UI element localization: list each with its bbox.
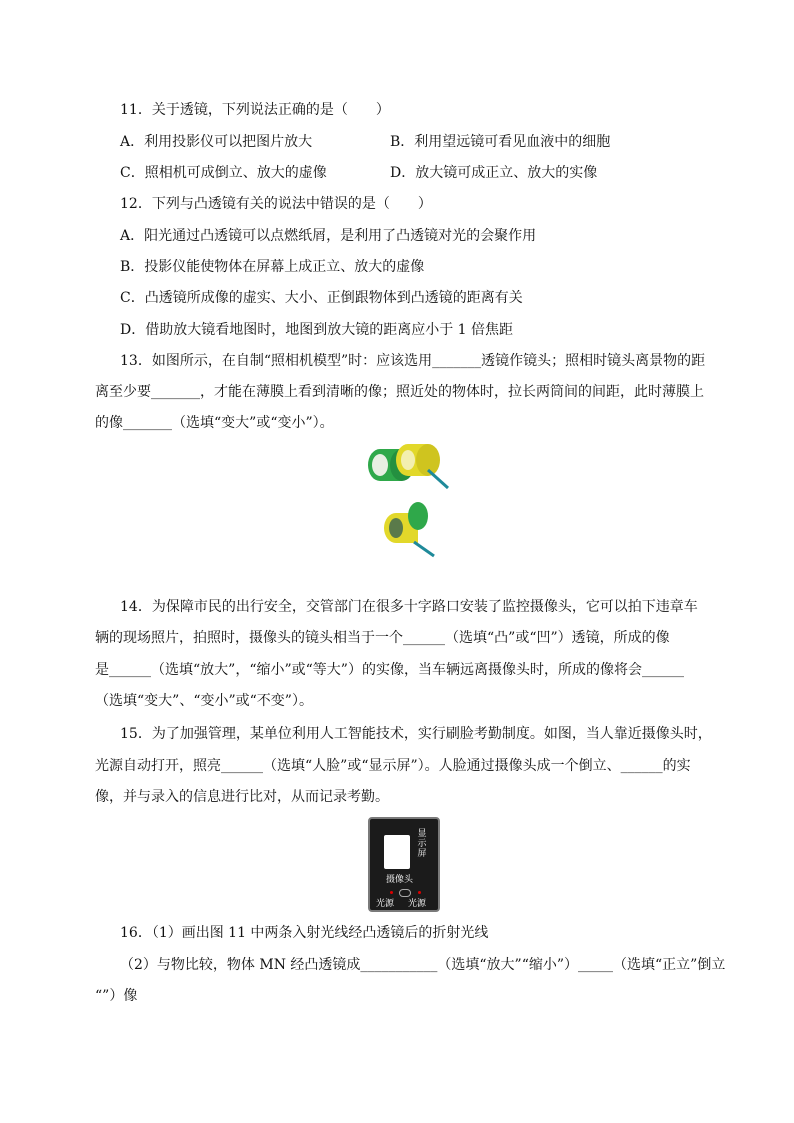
q16-line-2: （2）与物比较，物体 MN 经凸透镜成___________（选填“放大”“缩小”）_____（选填“正立”倒立 (120, 957, 726, 973)
camera-lens-icon (399, 889, 411, 897)
q14-line-1: 14．为保障市民的出行安全，交管部门在很多十字路口安装了监控摄像头，它可以拍下违章车 (120, 599, 698, 615)
q12-option-b: B．投影仪能使物体在屏幕上成正立、放大的虚像 (120, 259, 425, 275)
q11-option-d: D．放大镜可成正立、放大的实像 (390, 165, 598, 181)
q11-option-a: A．利用投影仪可以把图片放大 (120, 134, 313, 150)
screen-label: 显 示 屏 (417, 829, 427, 859)
camera-tube-nested (384, 502, 434, 556)
q13-line-3: 的像_______（选填“变大”或“变小”）。 (95, 415, 334, 431)
q15-line-3: 像，并与录入的信息进行比对，从而记录考勤。 (95, 789, 389, 805)
camera-model-figure (360, 440, 460, 560)
q12-option-d: D．借助放大镜看地图时，地图到放大镜的距离应小于 1 倍焦距 (120, 322, 514, 338)
q11-option-b: B．利用望远镜可看见血液中的细胞 (390, 134, 611, 150)
q13-line-2: 离至少要_______，才能在薄膜上看到清晰的像；照近处的物体时，拉长两筒间的间距，此时薄膜上 (95, 384, 704, 400)
q15-line-2: 光源自动打开，照亮______（选填“人脸”或“显示屏”）。人脸通过摄像头成一个倒立、______的实 (95, 758, 691, 774)
q14-line-2: 辆的现场照片，拍照时，摄像头的镜头相当于一个______（选填“凸”或“凹”）透镜，所成的像 (95, 630, 670, 646)
q12-stem: 12．下列与凸透镜有关的说法中错误的是（ ） (120, 196, 432, 212)
camera-label: 摄像头 (386, 875, 414, 885)
light-indicator-icon (418, 891, 421, 894)
q14-line-3: 是______（选填“放大”，“缩小”或“等大”）的实像，当车辆远离摄像头时，所成的像将会______ (95, 662, 684, 678)
light-source-label-left: 光源 (376, 899, 395, 909)
q15-line-1: 15．为了加强管理，某单位利用人工智能技术，实行刷脸考勤制度。如图，当人靠近摄像头时， (120, 726, 712, 742)
q14-line-4: （选填“变大”、“变小”或“不变”）。 (95, 693, 313, 709)
q16-line-3: “”）像 (95, 988, 138, 1004)
camera-tube-pair-top (368, 444, 448, 488)
q16-line-1: 16．（1）画出图 11 中两条入射光线经凸透镜后的折射光线 (120, 925, 489, 941)
q12-option-a: A．阳光通过凸透镜可以点燃纸屑，是利用了凸透镜对光的会聚作用 (120, 228, 537, 244)
q13-line-1: 13．如图所示，在自制“照相机模型”时：应该选用_______透镜作镜头；照相时镜头离景物的距 (120, 353, 706, 369)
attendance-device-figure (368, 817, 440, 912)
q11-option-c: C．照相机可成倒立、放大的虚像 (120, 165, 327, 181)
display-screen (384, 835, 410, 869)
light-source-label-right: 光源 (408, 899, 427, 909)
q12-option-c: C．凸透镜所成像的虚实、大小、正倒跟物体到凸透镜的距离有关 (120, 290, 523, 306)
q11-stem: 11．关于透镜，下列说法正确的是（ ） (120, 102, 390, 118)
light-indicator-icon (390, 891, 393, 894)
